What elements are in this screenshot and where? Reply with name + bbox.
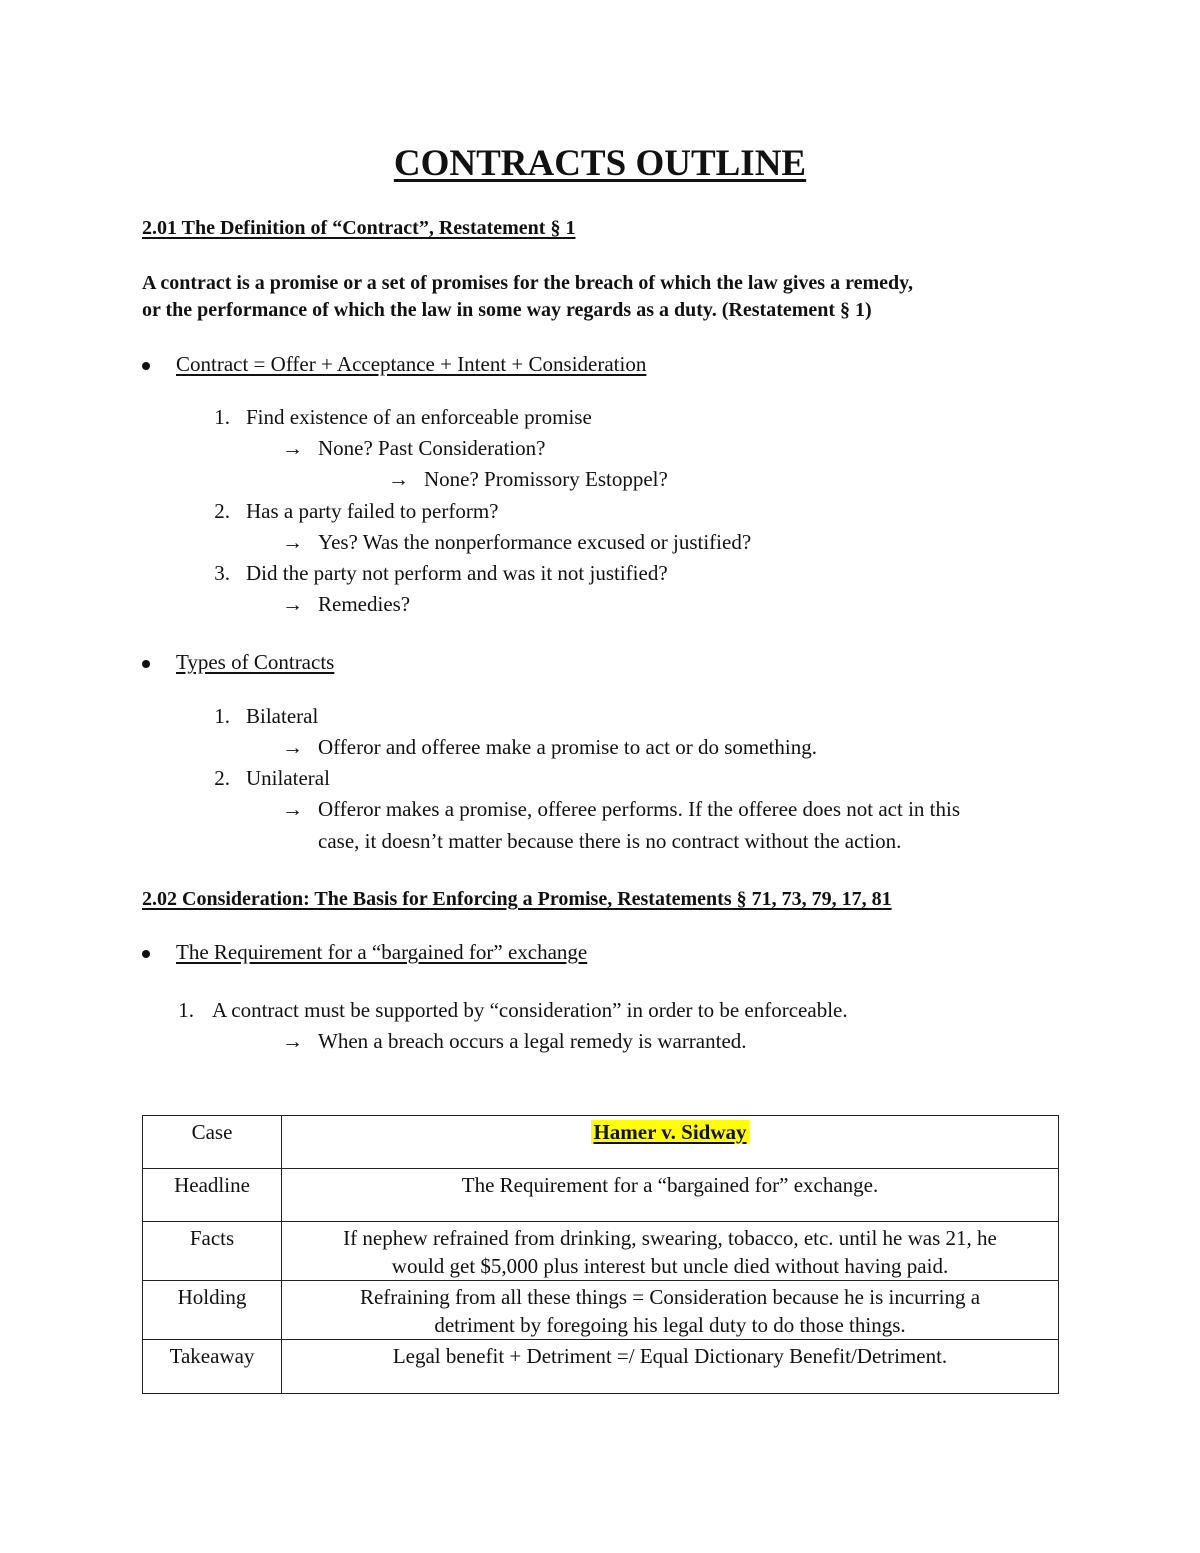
arrow-item (282, 436, 545, 461)
table-row (143, 1222, 1059, 1281)
list-number: 2. (214, 766, 230, 790)
definition-line-1: A contract is a promise or a set of promises for the breach of which the law gives a remedy, (142, 272, 914, 294)
arrow-item-text: When a breach occurs a legal remedy is warranted. (318, 1029, 747, 1053)
row-value-line: Refraining from all these things = Consideration because he is incurring a (359, 1285, 981, 1309)
list-number: 2. (214, 499, 230, 523)
arrow-item (282, 530, 751, 555)
arrow-item-text: Remedies? (318, 592, 411, 616)
row-label: Case (143, 1116, 282, 1169)
row-value (282, 1281, 1059, 1340)
row-value: Legal benefit + Detriment =/ Equal Dictionary Benefit/Detriment. (282, 1340, 1059, 1394)
arrow-right-icon: → (388, 467, 409, 491)
list-item: Has a party failed to perform? (246, 499, 499, 523)
arrow-right-icon: → (282, 735, 303, 759)
table-row (143, 1281, 1059, 1340)
list-number: 1. (214, 704, 230, 728)
row-value (282, 1116, 1059, 1169)
arrow-right-icon: → (282, 592, 303, 616)
definition-line-2: or the performance of which the law in some way regards as a duty. (Restatement § 1) (142, 299, 872, 321)
row-value-line: would get $5,000 plus interest but uncle died without having paid. (391, 1254, 949, 1278)
arrow-item (282, 592, 410, 617)
arrow-item-continuation: case, it doesn’t matter because there is no contract without the action. (318, 829, 902, 853)
arrow-item-text: Yes? Was the nonperformance excused or justified? (318, 530, 752, 554)
list-item: Did the party not perform and was it not justified? (246, 561, 668, 585)
row-label: Facts (143, 1222, 282, 1281)
arrow-right-icon: → (282, 530, 303, 554)
row-label: Holding (143, 1281, 282, 1340)
arrow-item (388, 467, 668, 492)
row-value: The Requirement for a “bargained for” exchange. (282, 1169, 1059, 1222)
table-row (143, 1116, 1059, 1169)
arrow-right-icon: → (282, 797, 303, 821)
list-item: Find existence of an enforceable promise (246, 405, 592, 429)
row-value-line: detriment by foregoing his legal duty to do those things. (434, 1313, 906, 1337)
list-number: 1. (214, 405, 230, 429)
table-row (143, 1340, 1059, 1394)
arrow-item-text: None? Promissory Estoppel? (424, 467, 668, 491)
document-title: CONTRACTS OUTLINE (393, 143, 807, 184)
bullet-label: Contract = Offer + Acceptance + Intent + Consideration (176, 352, 647, 376)
bullet-label: Types of Contracts (176, 650, 335, 674)
list-item: A contract must be supported by “consideration” in order to be enforceable. (212, 998, 848, 1022)
list-number: 3. (214, 561, 230, 585)
bullet-icon (142, 362, 150, 370)
arrow-right-icon: → (282, 1029, 303, 1053)
table-row (143, 1169, 1059, 1222)
arrow-right-icon: → (282, 436, 303, 460)
arrow-item-text: None? Past Consideration? (318, 436, 546, 460)
arrow-item (282, 797, 960, 822)
arrow-item (282, 1029, 747, 1054)
row-label: Headline (143, 1169, 282, 1222)
section-heading-2-02: 2.02 Consideration: The Basis for Enforcing a Promise, Restatements § 71, 73, 79, 17, 81 (142, 888, 892, 910)
bullet-icon (142, 660, 150, 668)
row-value (282, 1222, 1059, 1281)
row-value-line: If nephew refrained from drinking, swearing, tobacco, etc. until he was 21, he (343, 1226, 997, 1250)
row-label: Takeaway (143, 1340, 282, 1394)
arrow-item (282, 735, 817, 760)
arrow-item-text: Offeror and offeree make a promise to act or do something. (318, 735, 817, 759)
bullet-label: The Requirement for a “bargained for” exchange (176, 940, 588, 964)
list-item: Unilateral (246, 766, 330, 790)
list-item: Bilateral (246, 704, 319, 728)
case-table (142, 1115, 1059, 1394)
case-name-highlight: Hamer v. Sidway (593, 1120, 747, 1144)
section-heading-2-01: 2.01 The Definition of “Contract”, Restatement § 1 (142, 217, 576, 239)
list-number: 1. (178, 998, 194, 1022)
bullet-icon (142, 950, 150, 958)
arrow-item-text: Offeror makes a promise, offeree performs. If the offeree does not act in this (318, 797, 961, 821)
